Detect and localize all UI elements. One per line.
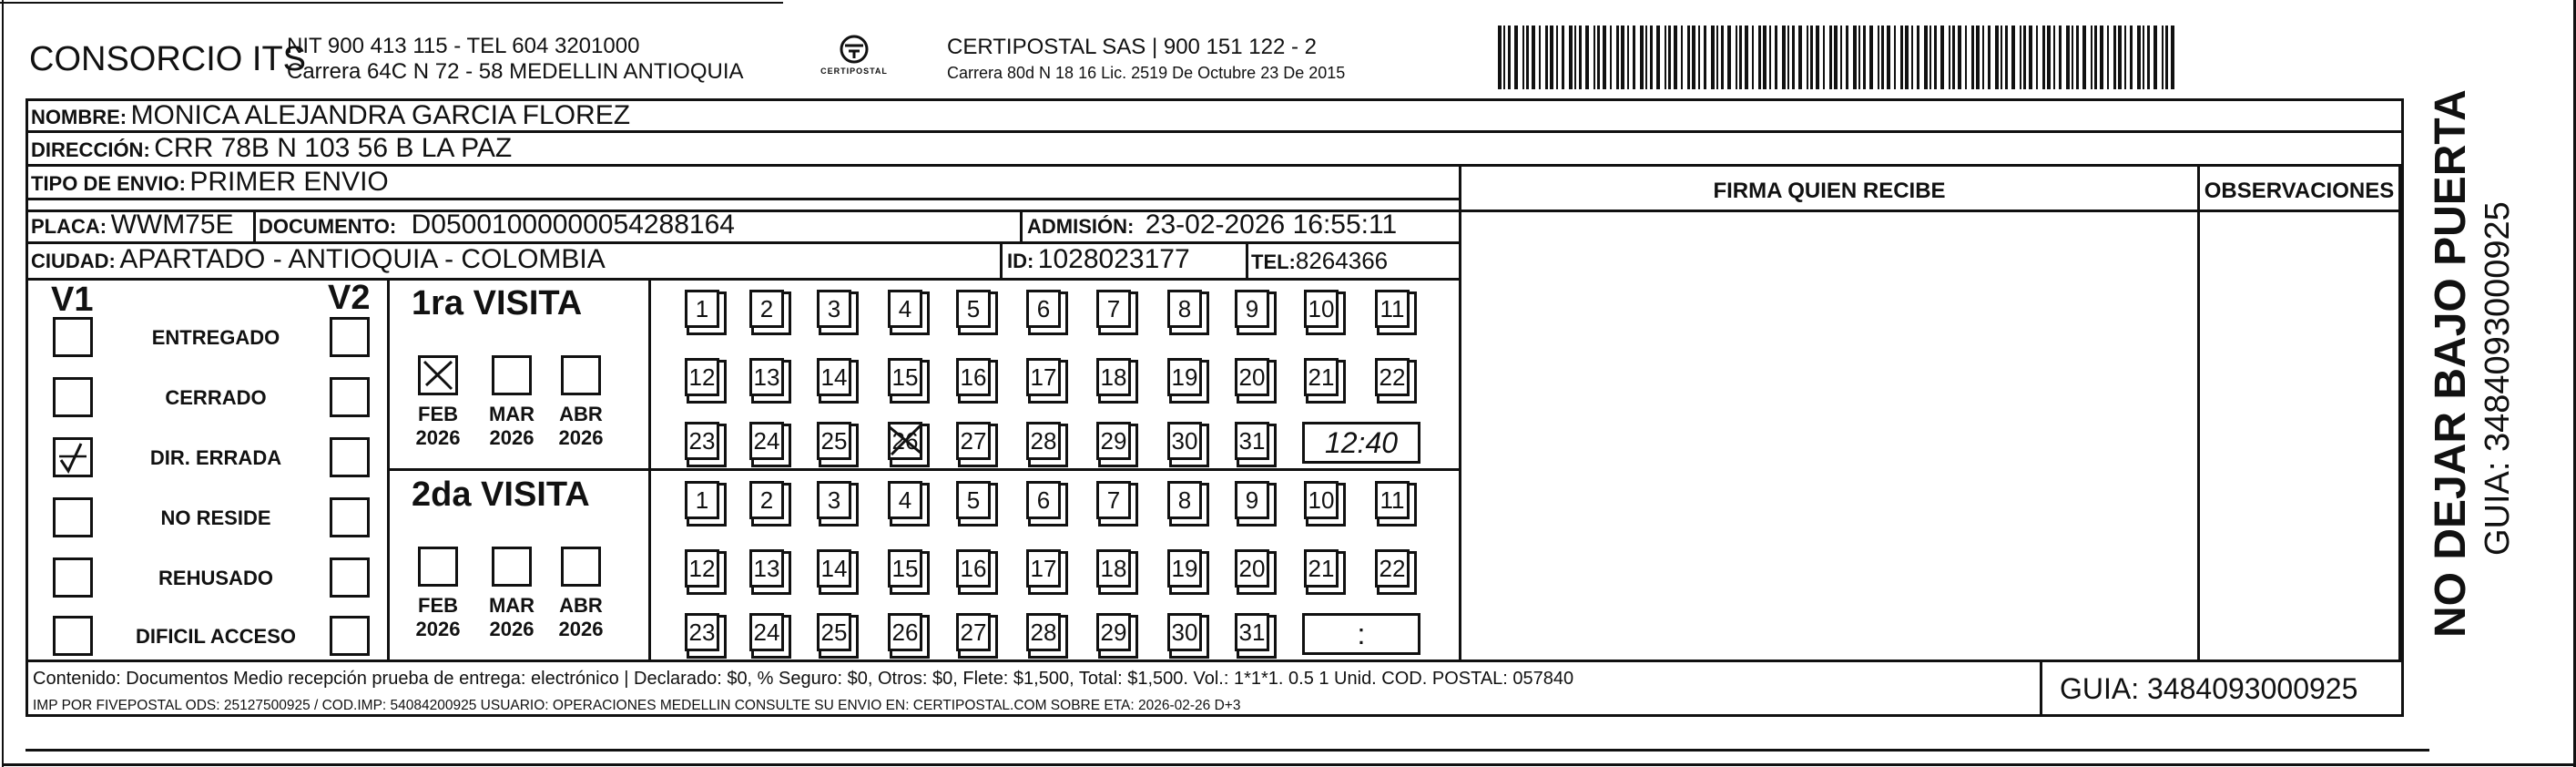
v1-checkbox[interactable] bbox=[53, 377, 93, 417]
barcode-bar bbox=[2066, 26, 2070, 89]
day-box[interactable]: 8 bbox=[1167, 481, 1202, 519]
v1-checkbox[interactable] bbox=[53, 557, 93, 598]
status-option-label: ENTREGADO bbox=[151, 326, 280, 349]
baseline-rule bbox=[25, 749, 2429, 752]
day-box[interactable]: 24 bbox=[749, 422, 784, 460]
month-label: MAR bbox=[488, 403, 535, 425]
day-box[interactable]: 3 bbox=[817, 481, 851, 519]
barcode-bar bbox=[1752, 26, 1754, 89]
barcode-bar bbox=[1807, 26, 1808, 89]
day-box[interactable]: 11 bbox=[1375, 481, 1410, 519]
v1-checkbox[interactable] bbox=[53, 317, 93, 357]
day-box[interactable]: 25 bbox=[817, 422, 851, 460]
barcode-bar bbox=[1627, 26, 1629, 89]
top-rule bbox=[0, 2, 783, 4]
barcode-bar bbox=[1965, 26, 1967, 89]
day-box[interactable]: 22 bbox=[1375, 549, 1410, 588]
barcode-bar bbox=[1640, 26, 1644, 89]
month-checkbox[interactable] bbox=[492, 355, 532, 395]
tipo-label: TIPO DE ENVIO: bbox=[31, 172, 186, 195]
day-box[interactable]: 23 bbox=[685, 613, 719, 651]
footer-line2: IMP POR FIVEPOSTAL ODS: 25127500925 / COD.IMP: 54084200925 USUARIO: OPERACIONES MEDELLIN CONSULTE SU ENVIO EN: CERTIPOSTAL.COM SOBRE ETA: 2026-02-26 D+3 bbox=[33, 698, 1241, 713]
observaciones-header: OBSERVACIONES bbox=[2204, 179, 2395, 203]
barcode-bar bbox=[2107, 26, 2109, 89]
barcode-bar bbox=[1498, 26, 1502, 89]
barcode-bar bbox=[1556, 26, 1558, 89]
barcode-bar bbox=[1610, 26, 1612, 89]
barcode-bar bbox=[2023, 26, 2026, 89]
barcode-bar bbox=[1829, 26, 1832, 89]
day-box[interactable]: 20 bbox=[1235, 358, 1269, 396]
month-checkbox[interactable] bbox=[561, 355, 601, 395]
admision-row bbox=[1027, 210, 1397, 240]
barcode-bar bbox=[1858, 26, 1860, 89]
day-box[interactable]: 6 bbox=[1026, 290, 1061, 328]
nombre-value: MONICA ALEJANDRA GARCIA FLOREZ bbox=[130, 100, 631, 130]
day-box[interactable]: 22 bbox=[1375, 358, 1410, 396]
day-box[interactable]: 27 bbox=[956, 613, 991, 651]
visit2-title: 2da VISITA bbox=[412, 476, 590, 514]
barcode-bar bbox=[1736, 26, 1737, 89]
day-box[interactable]: 3 bbox=[817, 290, 851, 328]
barcode-bar bbox=[1929, 26, 1931, 89]
visit1-title: 1ra VISITA bbox=[412, 284, 583, 322]
day-box[interactable]: 15 bbox=[888, 358, 922, 396]
barcode-bar bbox=[1924, 26, 1928, 89]
day-box[interactable]: 8 bbox=[1167, 290, 1202, 328]
col-divider bbox=[1000, 241, 1003, 278]
direccion-label: DIRECCIÓN: bbox=[31, 138, 150, 161]
day-box[interactable]: 15 bbox=[888, 549, 922, 588]
v1-checkbox[interactable] bbox=[53, 616, 93, 656]
barcode-bar bbox=[1681, 26, 1683, 89]
barcode-bar bbox=[1645, 26, 1647, 89]
day-box[interactable]: 30 bbox=[1167, 422, 1202, 460]
barcode-bar bbox=[1952, 26, 1955, 89]
time-box[interactable]: 12:40 bbox=[1302, 422, 1420, 464]
month-year: 2026 bbox=[415, 618, 461, 640]
barcode-bar bbox=[2082, 26, 2086, 89]
v1-header: V1 bbox=[51, 281, 94, 319]
day-box[interactable]: 19 bbox=[1167, 549, 1202, 588]
v2-checkbox[interactable] bbox=[330, 557, 370, 598]
barcode-bar bbox=[1792, 26, 1795, 89]
month-checkbox[interactable] bbox=[418, 547, 458, 587]
barcode-bar bbox=[2118, 26, 2122, 89]
barcode-bar bbox=[1769, 26, 1771, 89]
barcode-bar bbox=[1593, 26, 1595, 89]
day-box[interactable]: 30 bbox=[1167, 613, 1202, 651]
barcode-bar bbox=[2047, 26, 2051, 89]
day-box[interactable]: 21 bbox=[1304, 549, 1339, 588]
month-label: ABR bbox=[559, 403, 603, 425]
day-box[interactable]: 18 bbox=[1096, 549, 1131, 588]
row-divider bbox=[25, 714, 2404, 717]
nombre-row bbox=[31, 100, 630, 131]
barcode-bar bbox=[2153, 26, 2157, 89]
day-box[interactable]: 7 bbox=[1096, 290, 1131, 328]
side-notice: NO DEJAR BAJO PUERTA bbox=[2427, 89, 2475, 638]
day-box[interactable]: 26 bbox=[888, 613, 922, 651]
placa-value: WWM75E bbox=[110, 210, 234, 240]
id-label: ID: bbox=[1007, 250, 1034, 272]
barcode-bar bbox=[1526, 26, 1529, 89]
day-box[interactable]: 27 bbox=[956, 422, 991, 460]
day-box[interactable]: 11 bbox=[1375, 290, 1410, 328]
barcode-bar bbox=[1692, 26, 1695, 89]
barcode-bar bbox=[1917, 26, 1919, 89]
barcode-bar bbox=[2137, 26, 2141, 89]
barcode-bar bbox=[1958, 26, 1961, 89]
barcode-bar bbox=[1562, 26, 1564, 89]
barcode-bar bbox=[2113, 26, 2116, 89]
barcode-bar bbox=[2171, 26, 2174, 89]
company-address: Carrera 64C N 72 - 58 MEDELLIN ANTIOQUIA bbox=[287, 59, 744, 84]
barcode-bar bbox=[1633, 26, 1635, 89]
barcode-bar bbox=[1878, 26, 1879, 89]
day-box[interactable]: 2 bbox=[749, 481, 784, 519]
status-option-label: CERRADO bbox=[165, 386, 267, 409]
time-box[interactable]: : bbox=[1302, 613, 1420, 655]
barcode-bar bbox=[1665, 26, 1666, 89]
barcode-bar bbox=[1656, 26, 1660, 89]
v2-checkbox[interactable] bbox=[330, 317, 370, 357]
month-label: FEB bbox=[418, 403, 458, 425]
col-divider bbox=[1020, 210, 1023, 242]
barcode-bar bbox=[1798, 26, 1802, 89]
barcode-bar bbox=[1988, 26, 1991, 89]
col-divider bbox=[1246, 241, 1248, 278]
barcode-bar bbox=[1823, 26, 1825, 89]
certipostal-logo-icon bbox=[836, 33, 872, 66]
barcode-bar bbox=[2036, 26, 2038, 89]
day-box[interactable]: 24 bbox=[749, 613, 784, 651]
row-divider bbox=[387, 468, 1460, 471]
barcode-bar bbox=[1995, 26, 1999, 89]
checkmark-icon bbox=[56, 440, 90, 475]
col-divider bbox=[25, 660, 28, 714]
barcode-bar bbox=[1739, 26, 1742, 89]
col-divider bbox=[2040, 660, 2042, 714]
barcode-bar bbox=[2076, 26, 2079, 89]
barcode-bar bbox=[1763, 26, 1767, 89]
certipostal-name: CERTIPOSTAL SAS | 900 151 122 - 2 bbox=[947, 35, 1317, 59]
day-box[interactable]: 17 bbox=[1026, 358, 1061, 396]
month-checkbox[interactable] bbox=[492, 547, 532, 587]
month-year: 2026 bbox=[489, 426, 535, 449]
day-box[interactable]: 1 bbox=[685, 290, 719, 328]
month-checkbox[interactable] bbox=[418, 355, 458, 395]
barcode-bar bbox=[1674, 26, 1677, 89]
barcode-bar bbox=[1585, 26, 1589, 89]
v2-checkbox[interactable] bbox=[330, 437, 370, 477]
footer-line1: Contenido: Documentos Medio recepción prueba de entrega: electrónico | Declarado: $0, % Seguro: $0, Otros: $0, Flete: $1,500, Total: $1,500. Vol.: 1*1*1. 0.5 1 Unid. COD. POSTAL: 057840 bbox=[33, 669, 1574, 689]
barcode-bar bbox=[1840, 26, 1842, 89]
v1-checkbox[interactable] bbox=[53, 437, 93, 477]
barcode-bar bbox=[2124, 26, 2126, 89]
barcode-bar bbox=[1704, 26, 1706, 89]
barcode-bar bbox=[1522, 26, 1524, 89]
barcode-bar bbox=[2001, 26, 2002, 89]
barcode-bar bbox=[2162, 26, 2164, 89]
barcode-bar bbox=[2020, 26, 2021, 89]
status-option-label: DIR. ERRADA bbox=[149, 446, 282, 469]
barcode-bar bbox=[1532, 26, 1535, 89]
day-box[interactable]: 7 bbox=[1096, 481, 1131, 519]
barcode-bar bbox=[1711, 26, 1715, 89]
barcode-bar bbox=[1503, 26, 1505, 89]
v2-checkbox[interactable] bbox=[330, 497, 370, 537]
v2-checkbox[interactable] bbox=[330, 616, 370, 656]
day-box[interactable]: 14 bbox=[817, 549, 851, 588]
barcode-bar bbox=[1949, 26, 1950, 89]
barcode-bar bbox=[1569, 26, 1573, 89]
row-divider bbox=[25, 660, 2404, 662]
barcode-bar bbox=[2130, 26, 2133, 89]
barcode-bar bbox=[1539, 26, 1541, 89]
day-box[interactable]: 16 bbox=[956, 549, 991, 588]
day-box[interactable]: 31 bbox=[1235, 613, 1269, 651]
tel-value: 8264366 bbox=[1295, 247, 1389, 274]
documento-label: DOCUMENTO: bbox=[259, 215, 397, 238]
status-option-label: NO RESIDE bbox=[160, 506, 271, 529]
barcode-bar bbox=[1597, 26, 1600, 89]
col-divider bbox=[2398, 164, 2401, 662]
nombre-label: NOMBRE: bbox=[31, 106, 127, 128]
day-box[interactable]: 25 bbox=[817, 613, 851, 651]
logo-text: CERTIPOSTAL bbox=[820, 66, 888, 76]
month-year: 2026 bbox=[558, 618, 604, 640]
barcode-bar bbox=[1853, 26, 1857, 89]
barcode-bar bbox=[1869, 26, 1873, 89]
placa-row bbox=[31, 210, 234, 240]
day-box[interactable]: 13 bbox=[749, 549, 784, 588]
tipo-value: PRIMER ENVIO bbox=[189, 167, 389, 197]
barcode-bar bbox=[2143, 26, 2144, 89]
day-box[interactable]: 10 bbox=[1304, 481, 1339, 519]
day-box[interactable]: 9 bbox=[1235, 290, 1269, 328]
day-box[interactable]: 9 bbox=[1235, 481, 1269, 519]
month-year: 2026 bbox=[415, 426, 461, 449]
day-box[interactable]: 12 bbox=[685, 549, 719, 588]
tel-row bbox=[1251, 247, 1388, 275]
barcode-bar bbox=[1650, 26, 1653, 89]
barcode-bar bbox=[1745, 26, 1748, 89]
day-box[interactable]: 28 bbox=[1026, 613, 1061, 651]
barcode-bar bbox=[2005, 26, 2008, 89]
barcode bbox=[1498, 26, 2181, 89]
row-divider bbox=[25, 198, 1460, 200]
day-box[interactable]: 16 bbox=[956, 358, 991, 396]
tel-label: TEL: bbox=[1251, 251, 1296, 273]
barcode-bar bbox=[1887, 26, 1890, 89]
v2-checkbox[interactable] bbox=[330, 377, 370, 417]
barcode-bar bbox=[1574, 26, 1576, 89]
side-guia: GUIA: 3484093000925 bbox=[2479, 201, 2517, 556]
day-box[interactable]: 19 bbox=[1167, 358, 1202, 396]
month-label: MAR bbox=[488, 594, 535, 617]
day-box[interactable]: 29 bbox=[1096, 613, 1131, 651]
barcode-bar bbox=[2147, 26, 2150, 89]
barcode-bar bbox=[1550, 26, 1553, 89]
company-name: CONSORCIO ITS bbox=[29, 40, 307, 78]
barcode-bar bbox=[1894, 26, 1896, 89]
bottom-rule bbox=[2, 763, 2576, 766]
day-box[interactable]: 1 bbox=[685, 481, 719, 519]
barcode-bar bbox=[1687, 26, 1690, 89]
barcode-bar bbox=[1881, 26, 1884, 89]
barcode-bar bbox=[1934, 26, 1937, 89]
day-box[interactable]: 10 bbox=[1304, 290, 1339, 328]
left-rule bbox=[2, 0, 4, 767]
barcode-bar bbox=[1698, 26, 1700, 89]
day-box[interactable]: 26 bbox=[888, 422, 922, 460]
month-year: 2026 bbox=[489, 618, 535, 640]
barcode-bar bbox=[1621, 26, 1624, 89]
day-box[interactable]: 4 bbox=[888, 481, 922, 519]
barcode-bar bbox=[2091, 26, 2092, 89]
barcode-bar bbox=[2011, 26, 2015, 89]
barcode-bar bbox=[1758, 26, 1761, 89]
barcode-bar bbox=[2100, 26, 2103, 89]
admision-label: ADMISIÓN: bbox=[1027, 215, 1135, 238]
day-box[interactable]: 4 bbox=[888, 290, 922, 328]
ciudad-row bbox=[31, 244, 606, 275]
month-label: ABR bbox=[559, 594, 603, 617]
status-option-label: REHUSADO bbox=[158, 567, 273, 589]
company-nit: NIT 900 413 115 - TEL 604 3201000 bbox=[287, 34, 640, 58]
barcode-bar bbox=[1721, 26, 1724, 89]
barcode-bar bbox=[1579, 26, 1582, 89]
barcode-bar bbox=[1905, 26, 1909, 89]
certipostal-logo bbox=[809, 33, 900, 87]
day-box[interactable]: 20 bbox=[1235, 549, 1269, 588]
barcode-bar bbox=[1863, 26, 1866, 89]
day-box[interactable]: 13 bbox=[749, 358, 784, 396]
day-box[interactable]: 29 bbox=[1096, 422, 1131, 460]
day-box[interactable]: 28 bbox=[1026, 422, 1061, 460]
barcode-bar bbox=[1727, 26, 1731, 89]
ciudad-value: APARTADO - ANTIOQUIA - COLOMBIA bbox=[119, 244, 606, 274]
barcode-bar bbox=[2059, 26, 2062, 89]
barcode-bar bbox=[1716, 26, 1718, 89]
barcode-bar bbox=[2165, 26, 2168, 89]
tipo-row bbox=[31, 167, 389, 198]
barcode-bar bbox=[1668, 26, 1671, 89]
day-box[interactable]: 17 bbox=[1026, 549, 1061, 588]
barcode-bar bbox=[1900, 26, 1903, 89]
direccion-value: CRR 78B N 103 56 B LA PAZ bbox=[154, 133, 513, 163]
barcode-bar bbox=[2072, 26, 2073, 89]
day-box[interactable]: 21 bbox=[1304, 358, 1339, 396]
row-divider bbox=[25, 278, 1460, 281]
month-year: 2026 bbox=[558, 426, 604, 449]
id-value: 1028023177 bbox=[1037, 244, 1190, 274]
v2-header: V2 bbox=[328, 279, 371, 317]
cross-mark-icon bbox=[421, 358, 455, 393]
barcode-bar bbox=[1971, 26, 1974, 89]
barcode-bar bbox=[1545, 26, 1548, 89]
col-divider bbox=[2197, 164, 2200, 662]
day-box[interactable]: 18 bbox=[1096, 358, 1131, 396]
barcode-bar bbox=[1846, 26, 1848, 89]
barcode-bar bbox=[1508, 26, 1511, 89]
day-box[interactable]: 2 bbox=[749, 290, 784, 328]
barcode-bar bbox=[1982, 26, 1984, 89]
barcode-bar bbox=[1775, 26, 1777, 89]
certipostal-address: Carrera 80d N 18 16 Lic. 2519 De Octubre 23 De 2015 bbox=[947, 64, 1346, 82]
month-checkbox[interactable] bbox=[561, 547, 601, 587]
direccion-row bbox=[31, 133, 512, 164]
barcode-bar bbox=[1834, 26, 1838, 89]
v1-checkbox[interactable] bbox=[53, 497, 93, 537]
day-box[interactable]: 23 bbox=[685, 422, 719, 460]
day-box[interactable]: 6 bbox=[1026, 481, 1061, 519]
day-box[interactable]: 12 bbox=[685, 358, 719, 396]
firma-header: FIRMA QUIEN RECIBE bbox=[1713, 179, 1946, 203]
barcode-bar bbox=[2042, 26, 2045, 89]
admision-value: 23-02-2026 16:55:11 bbox=[1145, 210, 1398, 240]
barcode-bar bbox=[2053, 26, 2055, 89]
day-box[interactable]: 5 bbox=[956, 481, 991, 519]
barcode-bar bbox=[1782, 26, 1786, 89]
col-divider bbox=[1459, 164, 2401, 167]
barcode-bar bbox=[1616, 26, 1619, 89]
documento-row bbox=[259, 210, 735, 240]
barcode-bar bbox=[1603, 26, 1606, 89]
day-box[interactable]: 14 bbox=[817, 358, 851, 396]
barcode-bar bbox=[1940, 26, 1944, 89]
barcode-bar bbox=[2094, 26, 2097, 89]
day-box[interactable]: 31 bbox=[1235, 422, 1269, 460]
barcode-bar bbox=[1911, 26, 1913, 89]
barcode-bar bbox=[1514, 26, 1518, 89]
barcode-bar bbox=[2029, 26, 2032, 89]
col-divider bbox=[253, 210, 256, 242]
barcode-bar bbox=[1816, 26, 1819, 89]
ciudad-label: CIUDAD: bbox=[31, 250, 116, 272]
month-label: FEB bbox=[418, 594, 458, 617]
barcode-bar bbox=[1787, 26, 1789, 89]
placa-label: PLACA: bbox=[31, 215, 107, 238]
id-row bbox=[1007, 244, 1190, 275]
footer-guia: GUIA: 3484093000925 bbox=[2060, 672, 2358, 705]
documento-value: D05001000000054288164 bbox=[411, 210, 735, 240]
col-divider bbox=[2401, 660, 2404, 714]
barcode-bar bbox=[1976, 26, 1980, 89]
status-option-label: DIFICIL ACCESO bbox=[135, 625, 296, 648]
day-box[interactable]: 5 bbox=[956, 290, 991, 328]
barcode-bar bbox=[1810, 26, 1813, 89]
